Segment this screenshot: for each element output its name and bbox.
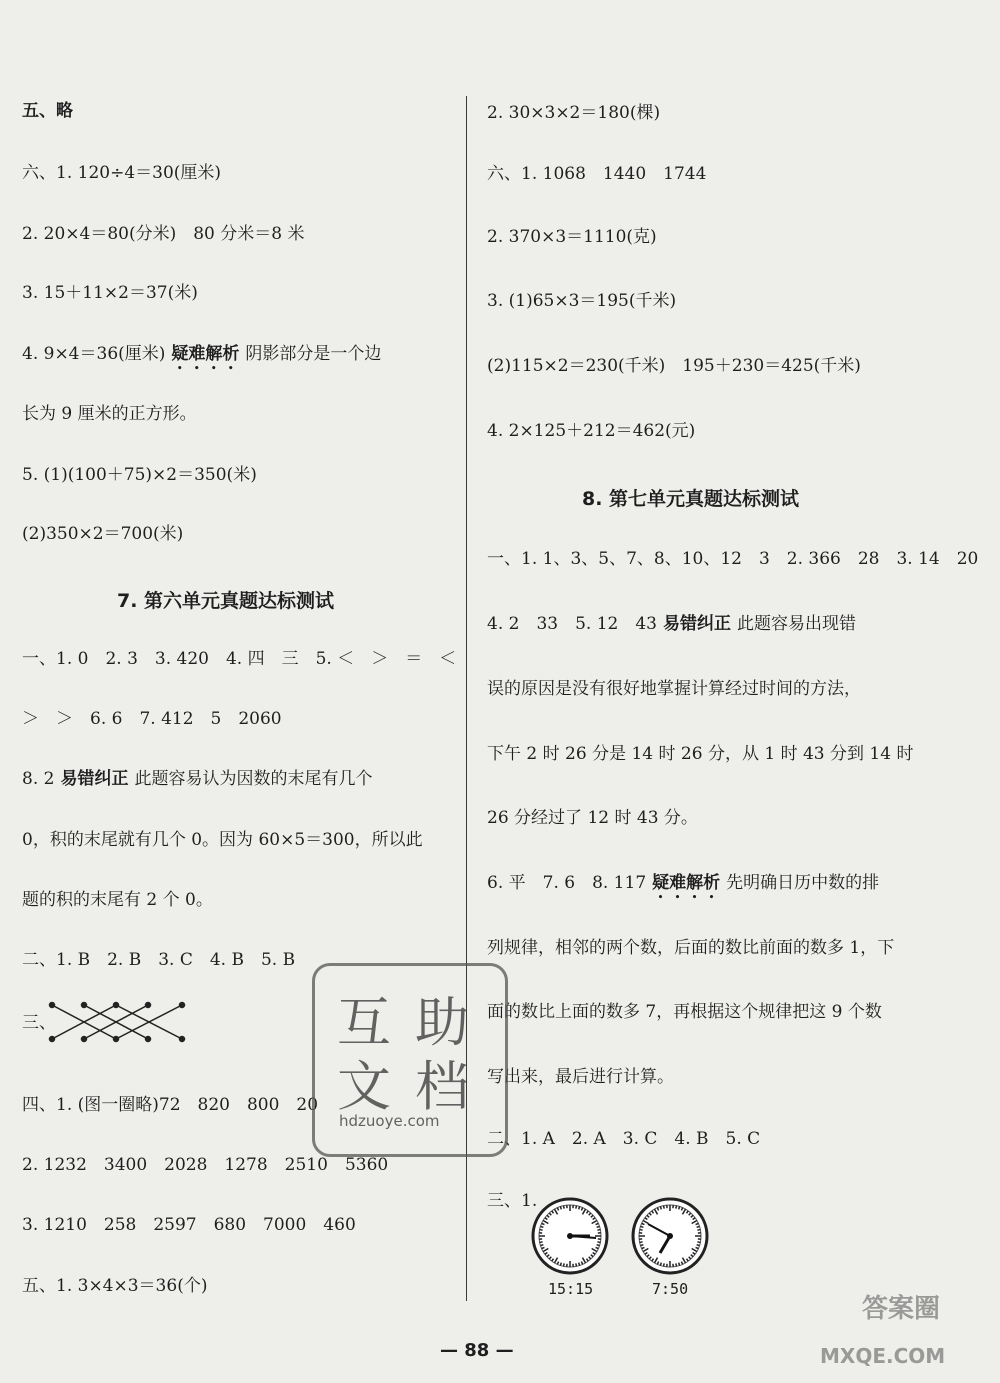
answer-line: 面的数比上面的数多 7，再根据这个规律把这 9 个数 (487, 1002, 882, 1022)
answer-line: 2. 370×3＝1110(克) (487, 227, 657, 247)
answer-line: ＞ ＞ 6. 6 7. 412 5 2060 (22, 709, 282, 729)
answer-line: 4. 2 33 5. 12 43 易错纠正 此题容易出现错 (487, 614, 856, 634)
clock-tick (640, 1242, 643, 1243)
clock-label: 7:50 (652, 1280, 689, 1298)
answer-line: 四、1. (图一圈略)72 820 800 20 (22, 1095, 319, 1115)
answer-line: 三、1. (487, 1191, 538, 1211)
clock-tick (660, 1263, 661, 1266)
answer-line: 五、略 (22, 101, 73, 121)
site-watermark: 答案圈 (862, 1294, 941, 1324)
clock-tick (541, 1245, 544, 1246)
answer-line: 六、1. 1068 1440 1744 (487, 164, 707, 184)
answer-line: 一、1. 1、3、5、7、8、10、12 3 2. 366 28 3. 14 20 (487, 549, 979, 569)
clock-tick (579, 1207, 580, 1210)
hint-tag: 疑难解析 (171, 344, 240, 364)
clock-tick (597, 1230, 600, 1231)
clock-tick (641, 1226, 644, 1227)
clock-tick (697, 1230, 700, 1231)
hint-tag: 疑难解析 (652, 873, 721, 893)
stamp-char: 档 (415, 1055, 469, 1118)
answer-line: 误的原因是没有很好地掌握计算经过时间的方法， (487, 679, 861, 699)
clock-tick (560, 1207, 561, 1210)
answer-line: 0，积的末尾就有几个 0。因为 60×5＝300，所以此 (22, 830, 423, 850)
clock-tick (676, 1263, 677, 1266)
answer-line: 六、1. 120÷4＝30(厘米) (22, 163, 222, 183)
clock-tick (697, 1242, 700, 1243)
clock-tick (540, 1242, 543, 1243)
clock-tick (579, 1263, 580, 1266)
stamp-char: 文 (337, 1055, 391, 1118)
answer-line: 4. 9×4＝36(厘米) 疑难解析 阴影部分是一个边 (22, 344, 382, 364)
answer-line: 长为 9 厘米的正方形。 (22, 404, 197, 424)
answer-line: (2)350×2＝700(米) (22, 524, 184, 544)
stamp-char: 助 (415, 991, 469, 1054)
page-number: — 88 — (440, 1340, 514, 1361)
answer-line: 2. 20×4＝80(分米) 80 分米＝8 米 (22, 224, 305, 244)
answer-line: 写出来，最后进行计算。 (487, 1067, 674, 1087)
clock-750-icon (630, 1196, 710, 1276)
answer-line: 3. 1210 258 2597 680 7000 460 (22, 1215, 356, 1235)
clock-label: 15:15 (548, 1280, 594, 1298)
clock-tick (664, 1206, 665, 1209)
answer-line: 题的积的末尾有 2 个 0。 (22, 890, 213, 910)
clock-1515-icon (530, 1196, 610, 1276)
answer-line: 6. 平 7. 6 8. 117 疑难解析 先明确日历中数的排 (487, 873, 880, 893)
clock-tick (597, 1245, 600, 1246)
answer-line: 5. (1)(100＋75)×2＝350(米) (22, 465, 257, 485)
answer-line: 二、1. B 2. B 3. C 4. B 5. B (22, 950, 296, 970)
answer-line: 4. 2×125＋212＝462(元) (487, 421, 696, 441)
answer-line: 列规律，相邻的两个数，后面的数比前面的数多 1，下 (487, 938, 895, 958)
section-heading: 7. 第六单元真题达标测试 (117, 590, 335, 612)
answer-line: 一、1. 0 2. 3 3. 420 4. 四 三 5. ＜ ＞ ＝ ＜ (22, 649, 457, 669)
answer-line: 2. 30×3×2＝180(棵) (487, 103, 661, 123)
clock-tick (664, 1263, 665, 1266)
stamp-url: hdzuoye.com (339, 1112, 440, 1130)
clock-tick (576, 1263, 577, 1266)
answer-line: 3. (1)65×3＝195(千米) (487, 291, 677, 311)
clock-tick (597, 1226, 600, 1227)
answer-line: 8. 2 易错纠正 此题容易认为因数的末尾有几个 (22, 769, 373, 789)
watermark-stamp (312, 963, 508, 1157)
answer-line: 2. 1232 3400 2028 1278 2510 5360 (22, 1155, 389, 1175)
clock-tick (679, 1207, 680, 1210)
hint-tag: 易错纠正 (60, 769, 129, 789)
stamp-char: 互 (337, 991, 391, 1054)
answer-line: 下午 2 时 26 分是 14 时 26 分，从 1 时 43 分到 14 时 (487, 744, 914, 764)
clock-tick (597, 1242, 600, 1243)
clock-tick (560, 1263, 561, 1266)
clock-tick (640, 1230, 643, 1231)
answer-line: 三、 (22, 1013, 56, 1033)
clock-tick (564, 1263, 565, 1266)
clock-tick (697, 1245, 700, 1246)
hint-tag: 易错纠正 (662, 614, 731, 634)
clock-tick (641, 1245, 644, 1246)
answer-line: 二、1. A 2. A 3. C 4. B 5. C (487, 1129, 761, 1149)
clock-tick (676, 1206, 677, 1209)
clock-tick (564, 1206, 565, 1209)
clock-tick (697, 1226, 700, 1227)
clock-tick (660, 1207, 661, 1210)
answer-line: (2)115×2＝230(千米) 195＋230＝425(千米) (487, 356, 861, 376)
answer-line: 26 分经过了 12 时 43 分。 (487, 808, 698, 828)
answer-line: 五、1. 3×4×3＝36(个) (22, 1276, 208, 1296)
site-watermark: MXQE.COM (820, 1344, 946, 1368)
answer-line: 3. 15＋11×2＝37(米) (22, 283, 198, 303)
clock-tick (541, 1226, 544, 1227)
clock-tick (576, 1206, 577, 1209)
clock-tick (679, 1263, 680, 1266)
clock-tick (540, 1230, 543, 1231)
section-heading: 8. 第七单元真题达标测试 (582, 488, 800, 510)
matching-lines-diagram (48, 995, 188, 1049)
